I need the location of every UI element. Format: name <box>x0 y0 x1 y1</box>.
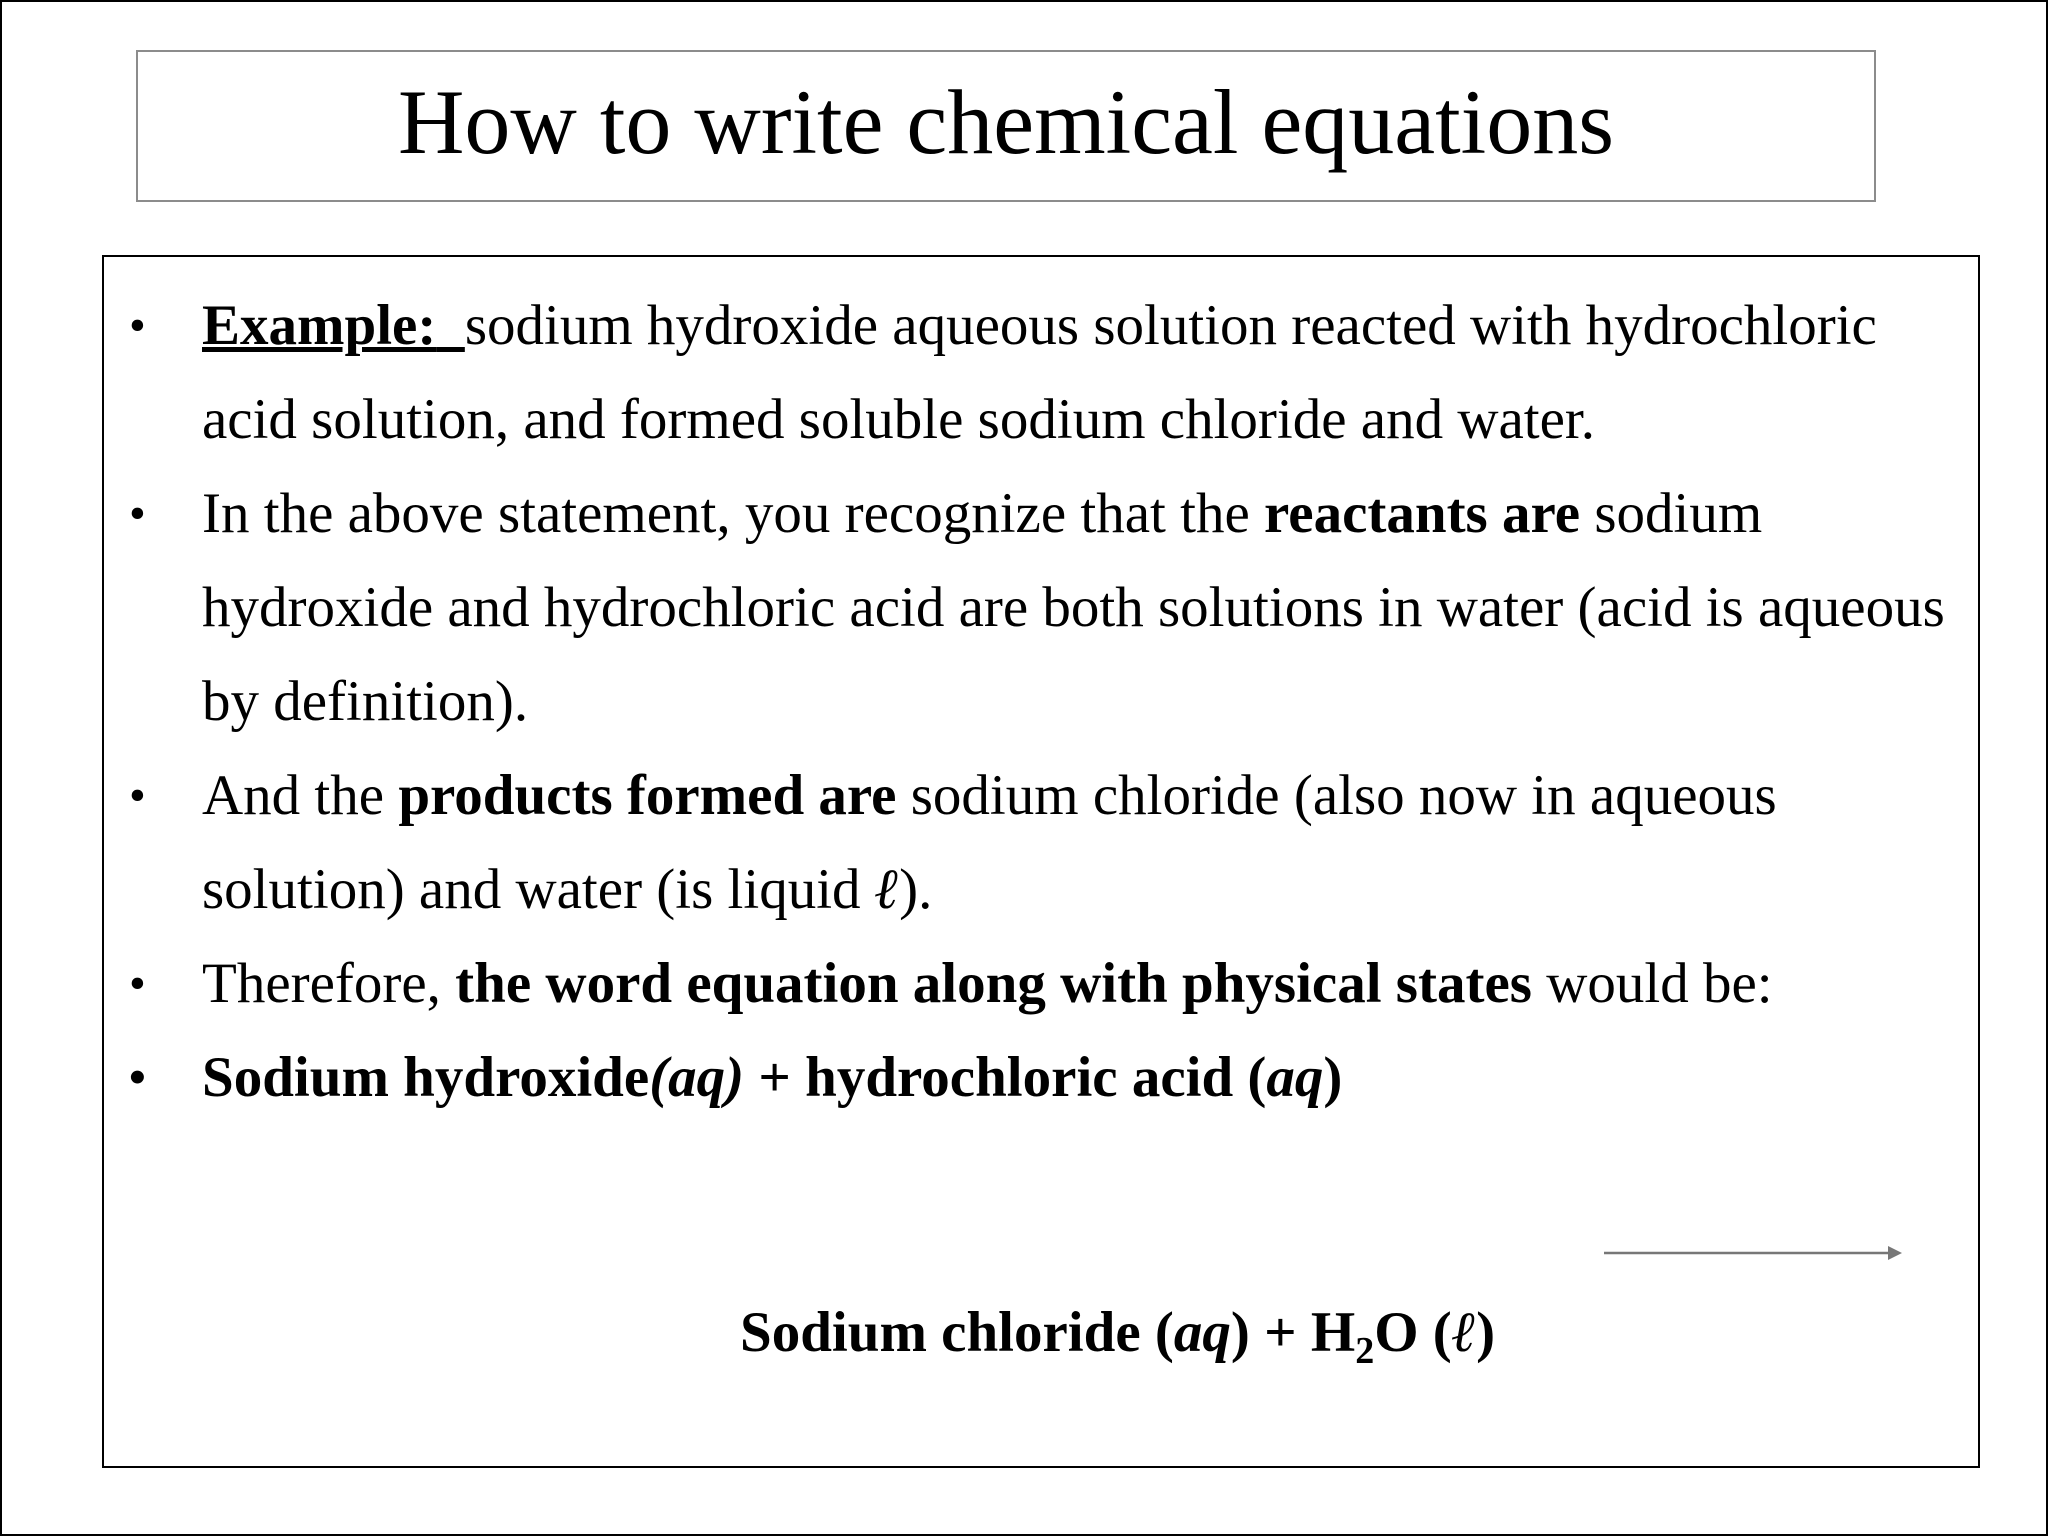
equation-nacl: Sodium chloride ( <box>740 1301 1174 1364</box>
equation-hcl-close: ) <box>1323 1046 1343 1109</box>
word-equation-text-pre: Therefore, <box>202 952 456 1015</box>
equation-hcl-state: aq <box>1266 1046 1324 1109</box>
equation-water-state: ℓ <box>1451 1301 1477 1364</box>
reactants-text-post: sodium hydroxide and hydrochloric acid are both solutions in water (acid is aqueous by definition). <box>202 482 1945 733</box>
equation-water: O ( <box>1374 1301 1452 1364</box>
bullet-icon: • <box>129 957 146 1010</box>
reaction-arrow-head <box>1888 1246 1902 1260</box>
reactants-text-pre: In the above statement, you recognize that the <box>202 482 1265 545</box>
bullet-list <box>104 279 1978 1125</box>
bullet-icon: • <box>129 1051 146 1104</box>
equation-naoh-state: (aq) <box>649 1046 745 1109</box>
content-box <box>102 255 1980 1468</box>
bullet-icon: • <box>129 769 146 822</box>
products-text-end: ). <box>899 858 933 921</box>
bullet-icon: • <box>129 299 146 352</box>
bullet-item-products <box>104 749 1978 937</box>
example-label: Example: <box>202 294 437 357</box>
products-bold: products formed are <box>398 764 897 827</box>
example-label-spacer <box>436 294 465 357</box>
equation-plus-h: ) + H <box>1230 1301 1356 1364</box>
products-text-post: sodium chloride (also now in aqueous solution) and water (is liquid <box>202 764 1777 921</box>
bullet-item-equation <box>104 1031 1978 1125</box>
bullet-item-example <box>104 279 1978 467</box>
reactants-bold: reactants are <box>1264 482 1581 545</box>
word-equation-text-post: would be: <box>1531 952 1773 1015</box>
example-text: sodium hydroxide aqueous solution reacted with hydrochloric acid solution, and formed soluble sodium chloride and water. <box>202 294 1877 451</box>
equation-products-line <box>740 1286 1495 1380</box>
equation-naoh: Sodium hydroxide <box>202 1046 650 1109</box>
equation-plus-hcl: + hydrochloric acid ( <box>744 1046 1267 1109</box>
products-text-pre: And the <box>202 764 399 827</box>
liquid-symbol: ℓ <box>874 858 900 921</box>
bullet-item-reactants <box>104 467 1978 749</box>
word-equation-bold: the word equation along with physical states <box>455 952 1532 1015</box>
equation-nacl-state: aq <box>1173 1301 1231 1364</box>
bullet-item-word-equation <box>104 937 1978 1031</box>
equation-subscript-2: 2 <box>1355 1330 1375 1372</box>
reaction-arrow-icon <box>1604 1241 1904 1265</box>
title-box <box>136 50 1876 202</box>
bullet-icon: • <box>129 487 146 540</box>
slide-title: How to write chemical equations <box>397 71 1615 173</box>
equation-water-close: ) <box>1476 1301 1496 1364</box>
